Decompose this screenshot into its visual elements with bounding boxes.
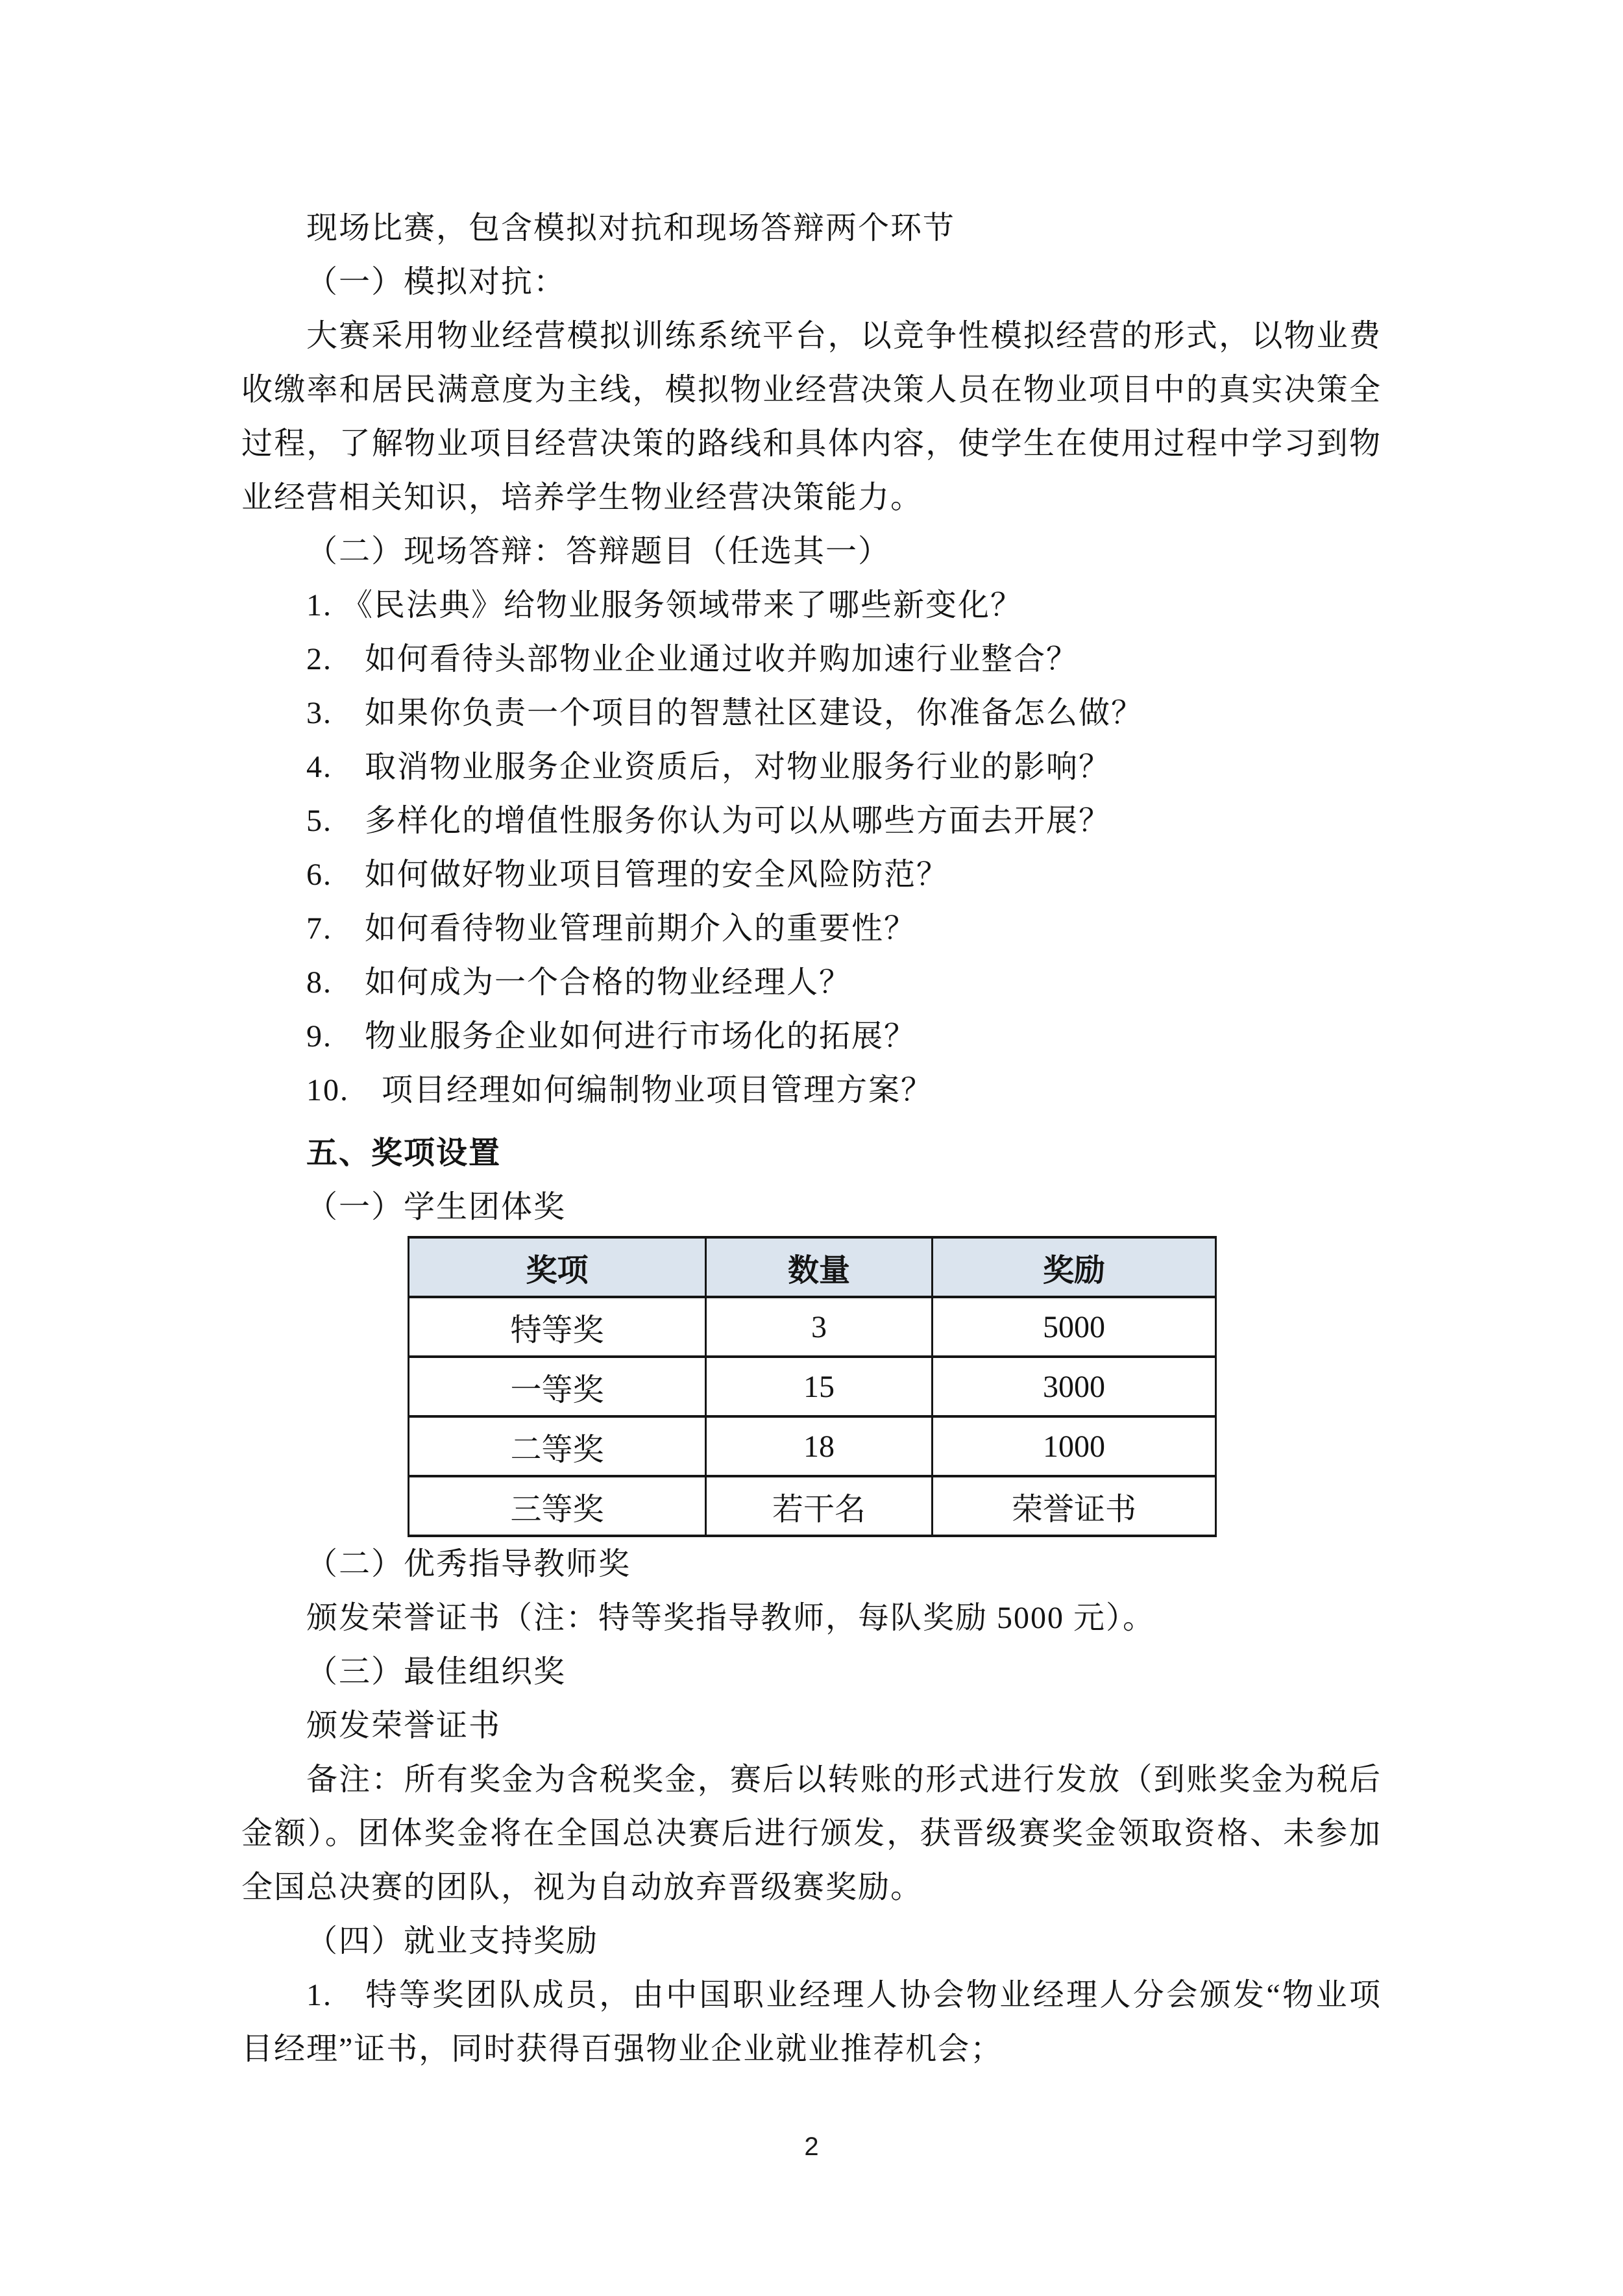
employment-heading: （四）就业支持奖励	[306, 1924, 599, 1958]
teacher-award-body: 颁发荣誉证书（注：特等奖指导教师，每队奖励 5000 元）。	[306, 1601, 1156, 1635]
award-table-header-count: 数量	[706, 1237, 933, 1297]
question-item-1: 1. 《民法典》给物业服务领域带来了哪些新变化？	[306, 588, 1023, 623]
award-reward-cell: 1000	[933, 1416, 1216, 1476]
award-table	[408, 1236, 1217, 1537]
award-count-cell: 15	[706, 1357, 933, 1416]
award-reward-cell: 5000	[933, 1297, 1216, 1357]
award-name-cell: 一等奖	[409, 1357, 706, 1416]
award-name-cell: 特等奖	[409, 1297, 706, 1357]
award-table-header-award: 奖项	[409, 1237, 706, 1297]
award-name-cell: 二等奖	[409, 1416, 706, 1476]
page-number: 2	[804, 2132, 819, 2161]
sim-confrontation-body: 大赛采用物业经营模拟训练系统平台，以竞争性模拟经营的形式，以物业费收缴率和居民满意度为主线，模拟物业经营决策人员在物业项目中的真实决策全过程，了解物业项目经营决策的路线和具体内容，使学生在使用过程中学习到物业经营相关知识，培养学生物业经营决策能力。	[241, 319, 1382, 515]
note-paragraph: 备注：所有奖金为含税奖金，赛后以转账的形式进行发放（到账奖金为税后金额）。团体奖金将在全国总决赛后进行颁发，获晋级赛奖金领取资格、未参加全国总决赛的团队，视为自动放弃晋级赛奖励。	[241, 1762, 1382, 1905]
question-item-3: 3. 如果你负责一个项目的智慧社区建设，你准备怎么做？	[306, 696, 1144, 730]
employment-item-1: 1. 特等奖团队成员，由中国职业经理人协会物业经理人分会颁发“物业项目经理”证书，同时获得百强物业企业就业推荐机会；	[241, 1978, 1382, 2066]
award-count-cell: 若干名	[706, 1476, 933, 1536]
question-item-4: 4. 取消物业服务企业资质后，对物业服务行业的影响？	[306, 750, 1112, 784]
award-reward-cell: 3000	[933, 1357, 1216, 1416]
award-name-cell: 三等奖	[409, 1476, 706, 1536]
question-item-6: 6. 如何做好物业项目管理的安全风险防范？	[306, 858, 949, 892]
sim-confrontation-heading: （一）模拟对抗：	[306, 265, 567, 299]
award-reward-cell: 荣誉证书	[933, 1476, 1216, 1536]
award-count-cell: 3	[706, 1297, 933, 1357]
question-item-8: 8. 如何成为一个合格的物业经理人？	[306, 965, 852, 1000]
question-item-9: 9. 物业服务企业如何进行市场化的拓展？	[306, 1019, 917, 1054]
table-row	[409, 1416, 1216, 1476]
table-row	[409, 1357, 1216, 1416]
org-award-body: 颁发荣誉证书	[306, 1709, 502, 1743]
table-row	[409, 1297, 1216, 1357]
question-item-2: 2. 如何看待头部物业企业通过收并购加速行业整合？	[306, 642, 1079, 676]
question-item-10: 10. 项目经理如何编制物业项目管理方案？	[306, 1073, 934, 1107]
question-item-5: 5. 多样化的增值性服务你认为可以从哪些方面去开展？	[306, 804, 1112, 838]
teacher-award-heading: （二）优秀指导教师奖	[306, 1547, 631, 1581]
award-table-header-reward: 奖励	[933, 1237, 1216, 1297]
question-item-7: 7. 如何看待物业管理前期介入的重要性？	[306, 911, 917, 946]
defense-heading: （二）现场答辩：答辩题目（任选其一）	[306, 534, 891, 569]
awards-section-heading: 五、奖项设置	[306, 1136, 502, 1170]
team-award-heading: （一）学生团体奖	[306, 1190, 567, 1224]
table-row	[409, 1476, 1216, 1536]
org-award-heading: （三）最佳组织奖	[306, 1655, 567, 1689]
intro-line: 现场比赛，包含模拟对抗和现场答辩两个环节	[306, 211, 956, 245]
award-table-header-row	[409, 1237, 1216, 1297]
award-count-cell: 18	[706, 1416, 933, 1476]
